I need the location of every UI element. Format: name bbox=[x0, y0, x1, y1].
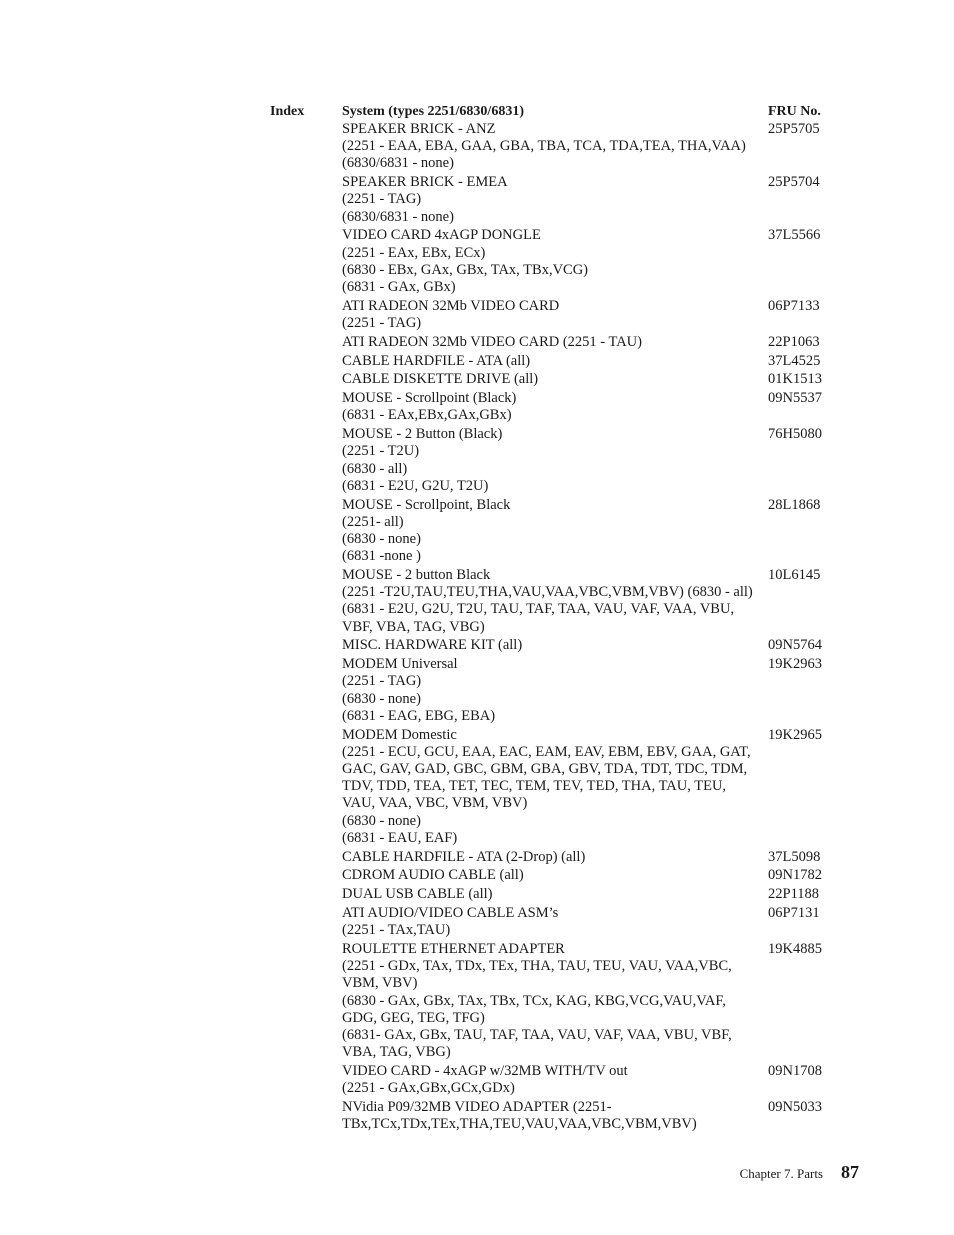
table-row bbox=[0, 1099, 954, 1133]
table-row bbox=[0, 426, 954, 495]
description-line: (6831 - EAU, EAF) bbox=[342, 829, 458, 846]
description-line: ATI AUDIO/VIDEO CABLE ASM’s bbox=[342, 905, 559, 922]
table-row bbox=[0, 849, 954, 866]
description-line: CABLE HARDFILE - ATA (all) bbox=[342, 352, 531, 369]
description-line: MOUSE - Scrollpoint (Black) bbox=[342, 390, 517, 407]
fru-column-header: FRU No. bbox=[768, 104, 821, 119]
fru-number: 10L6145 bbox=[768, 567, 821, 584]
description-line: (6831 -none ) bbox=[342, 548, 421, 565]
description-line: (2251 - ECU, GCU, EAA, EAC, EAM, EAV, EBM, EBV, GAA, GAT, GAC, GAV, GAD, GBC, GBM, GBA, GBV, TDA, TDT, TDC, TDM, TDV, TDD, TEA, TET, TEC, TEM, TEV, TED, THA, TAU, TEU, VAU, VAA, VBC, VBM, VBV) bbox=[342, 743, 751, 812]
fru-number: 28L1868 bbox=[768, 496, 821, 513]
description-line: CDROM AUDIO CABLE (all) bbox=[342, 867, 524, 884]
description-line: (2251 - GDx, TAx, TDx, TEx, THA, TAU, TEU, VAU, VAA,VBC, VBM, VBV) bbox=[342, 958, 732, 992]
table-header bbox=[0, 103, 954, 121]
description-line: MOUSE - 2 Button (Black) bbox=[342, 426, 503, 443]
table-row bbox=[0, 497, 954, 566]
system-column-header: System (types 2251/6830/6831) bbox=[342, 104, 524, 119]
fru-number: 22P1188 bbox=[768, 886, 820, 903]
description-line: (6830/6831 - none) bbox=[342, 208, 454, 225]
part-description bbox=[342, 1099, 760, 1133]
description-line: (6831 - EAx,EBx,GAx,GBx) bbox=[342, 407, 512, 424]
part-description bbox=[342, 656, 760, 725]
table-row bbox=[0, 886, 954, 903]
description-line: (6830 - GAx, GBx, TAx, TBx, TCx, KAG, KBG,VCG,VAU,VAF, GDG, GEG, TEG, TFG) bbox=[342, 992, 726, 1026]
description-line: NVidia P09/32MB VIDEO ADAPTER (2251-TBx,TCx,TDx,TEx,THA,TEU,VAU,VAA,VBC,VBM,VBV) bbox=[342, 1099, 697, 1133]
table-row bbox=[0, 905, 954, 939]
table-row bbox=[0, 567, 954, 636]
description-line: (2251 - TAG) bbox=[342, 191, 422, 208]
description-line: ROULETTE ETHERNET ADAPTER bbox=[342, 941, 565, 958]
table-row bbox=[0, 1063, 954, 1097]
fru-number: 19K2963 bbox=[768, 656, 822, 673]
fru-number: 01K1513 bbox=[768, 371, 822, 388]
index-column-header: Index bbox=[270, 104, 305, 119]
description-line: (6831 - E2U, G2U, T2U) bbox=[342, 477, 489, 494]
description-line: MOUSE - 2 button Black bbox=[342, 567, 491, 584]
description-line: VIDEO CARD 4xAGP DONGLE bbox=[342, 227, 541, 244]
fru-number: 06P7131 bbox=[768, 905, 820, 922]
description-line: (2251 - GAx,GBx,GCx,GDx) bbox=[342, 1080, 515, 1097]
description-line: (2251 - EAA, EBA, GAA, GBA, TBA, TCA, TDA,TEA, THA,VAA) bbox=[342, 138, 746, 155]
description-line: (6830 - all) bbox=[342, 460, 408, 477]
description-line: (6830 - none) bbox=[342, 690, 421, 707]
part-description bbox=[342, 371, 760, 388]
part-description bbox=[342, 905, 760, 939]
part-description bbox=[342, 1063, 760, 1097]
table-row bbox=[0, 298, 954, 332]
description-line: ATI RADEON 32Mb VIDEO CARD (2251 - TAU) bbox=[342, 333, 642, 350]
description-line: SPEAKER BRICK - EMEA bbox=[342, 174, 508, 191]
description-line: (6830 - EBx, GAx, GBx, TAx, TBx,VCG) bbox=[342, 261, 589, 278]
description-line: (2251- all) bbox=[342, 513, 404, 530]
table-row bbox=[0, 637, 954, 654]
fru-number: 09N5764 bbox=[768, 637, 822, 654]
part-description bbox=[342, 637, 760, 654]
part-description bbox=[342, 886, 760, 903]
fru-number: 19K4885 bbox=[768, 941, 822, 958]
fru-number: 22P1063 bbox=[768, 333, 820, 350]
fru-number: 06P7133 bbox=[768, 297, 820, 314]
description-line: (2251 - TAx,TAU) bbox=[342, 922, 451, 939]
description-line: (2251 -T2U,TAU,TEU,THA,VAU,VAA,VBC,VBM,VBV) (6830 - all) bbox=[342, 584, 753, 601]
table-row bbox=[0, 353, 954, 370]
table-row bbox=[0, 656, 954, 725]
table-row bbox=[0, 941, 954, 1061]
table-row bbox=[0, 121, 954, 173]
part-description bbox=[342, 298, 760, 332]
description-line: VIDEO CARD - 4xAGP w/32MB WITH/TV out bbox=[342, 1063, 628, 1080]
description-line: MODEM Domestic bbox=[342, 726, 457, 743]
description-line: CABLE HARDFILE - ATA (2-Drop) (all) bbox=[342, 848, 586, 865]
part-description bbox=[342, 353, 760, 370]
table-row bbox=[0, 867, 954, 884]
table-row bbox=[0, 727, 954, 847]
part-description bbox=[342, 390, 760, 424]
fru-number: 37L4525 bbox=[768, 352, 821, 369]
part-description bbox=[342, 174, 760, 226]
description-line: ATI RADEON 32Mb VIDEO CARD bbox=[342, 297, 560, 314]
fru-number: 25P5705 bbox=[768, 121, 820, 137]
part-description bbox=[342, 227, 760, 296]
table-row bbox=[0, 334, 954, 351]
table-row bbox=[0, 390, 954, 424]
description-line: MISC. HARDWARE KIT (all) bbox=[342, 637, 523, 654]
fru-number: 19K2965 bbox=[768, 726, 822, 743]
fru-number: 76H5080 bbox=[768, 426, 822, 443]
description-line: (2251 - TAG) bbox=[342, 673, 422, 690]
part-description bbox=[342, 849, 760, 866]
description-line: SPEAKER BRICK - ANZ bbox=[342, 121, 496, 137]
part-description bbox=[342, 867, 760, 884]
fru-number: 09N1782 bbox=[768, 867, 822, 884]
table-row bbox=[0, 174, 954, 226]
description-line: MODEM Universal bbox=[342, 656, 458, 673]
description-line: (2251 - TAG) bbox=[342, 315, 422, 332]
fru-number: 09N5537 bbox=[768, 390, 822, 407]
description-line: (6831- GAx, GBx, TAU, TAF, TAA, VAU, VAF, VAA, VBU, VBF, VBA, TAG, VBG) bbox=[342, 1027, 732, 1061]
description-line: (6831 - GAx, GBx) bbox=[342, 279, 456, 296]
part-description bbox=[342, 334, 760, 351]
table-row bbox=[0, 227, 954, 296]
description-line: MOUSE - Scrollpoint, Black bbox=[342, 496, 511, 513]
part-description bbox=[342, 567, 760, 636]
fru-number: 37L5566 bbox=[768, 227, 821, 244]
table-row bbox=[0, 371, 954, 388]
part-description bbox=[342, 727, 760, 847]
fru-number: 09N5033 bbox=[768, 1099, 822, 1116]
fru-number: 37L5098 bbox=[768, 848, 821, 865]
part-description bbox=[342, 121, 760, 173]
description-line: CABLE DISKETTE DRIVE (all) bbox=[342, 371, 539, 388]
description-line: (2251 - EAx, EBx, ECx) bbox=[342, 244, 486, 261]
description-line: (6831 - EAG, EBG, EBA) bbox=[342, 707, 496, 724]
part-description bbox=[342, 941, 760, 1061]
description-line: DUAL USB CABLE (all) bbox=[342, 886, 493, 903]
chapter-label: Chapter 7. Parts bbox=[739, 1166, 823, 1181]
fru-number: 09N1708 bbox=[768, 1063, 822, 1080]
description-line: (2251 - T2U) bbox=[342, 443, 420, 460]
parts-table bbox=[0, 121, 954, 1133]
part-description bbox=[342, 497, 760, 566]
description-line: (6830 - none) bbox=[342, 531, 421, 548]
page-footer bbox=[0, 1161, 954, 1185]
part-description bbox=[342, 426, 760, 495]
page-number: 87 bbox=[841, 1162, 859, 1182]
description-line: (6830 - none) bbox=[342, 812, 421, 829]
description-line: (6830/6831 - none) bbox=[342, 155, 454, 172]
description-line: (6831 - E2U, G2U, T2U, TAU, TAF, TAA, VAU, VAF, VAA, VBU, VBF, VBA, TAG, VBG) bbox=[342, 601, 735, 635]
fru-number: 25P5704 bbox=[768, 174, 820, 191]
